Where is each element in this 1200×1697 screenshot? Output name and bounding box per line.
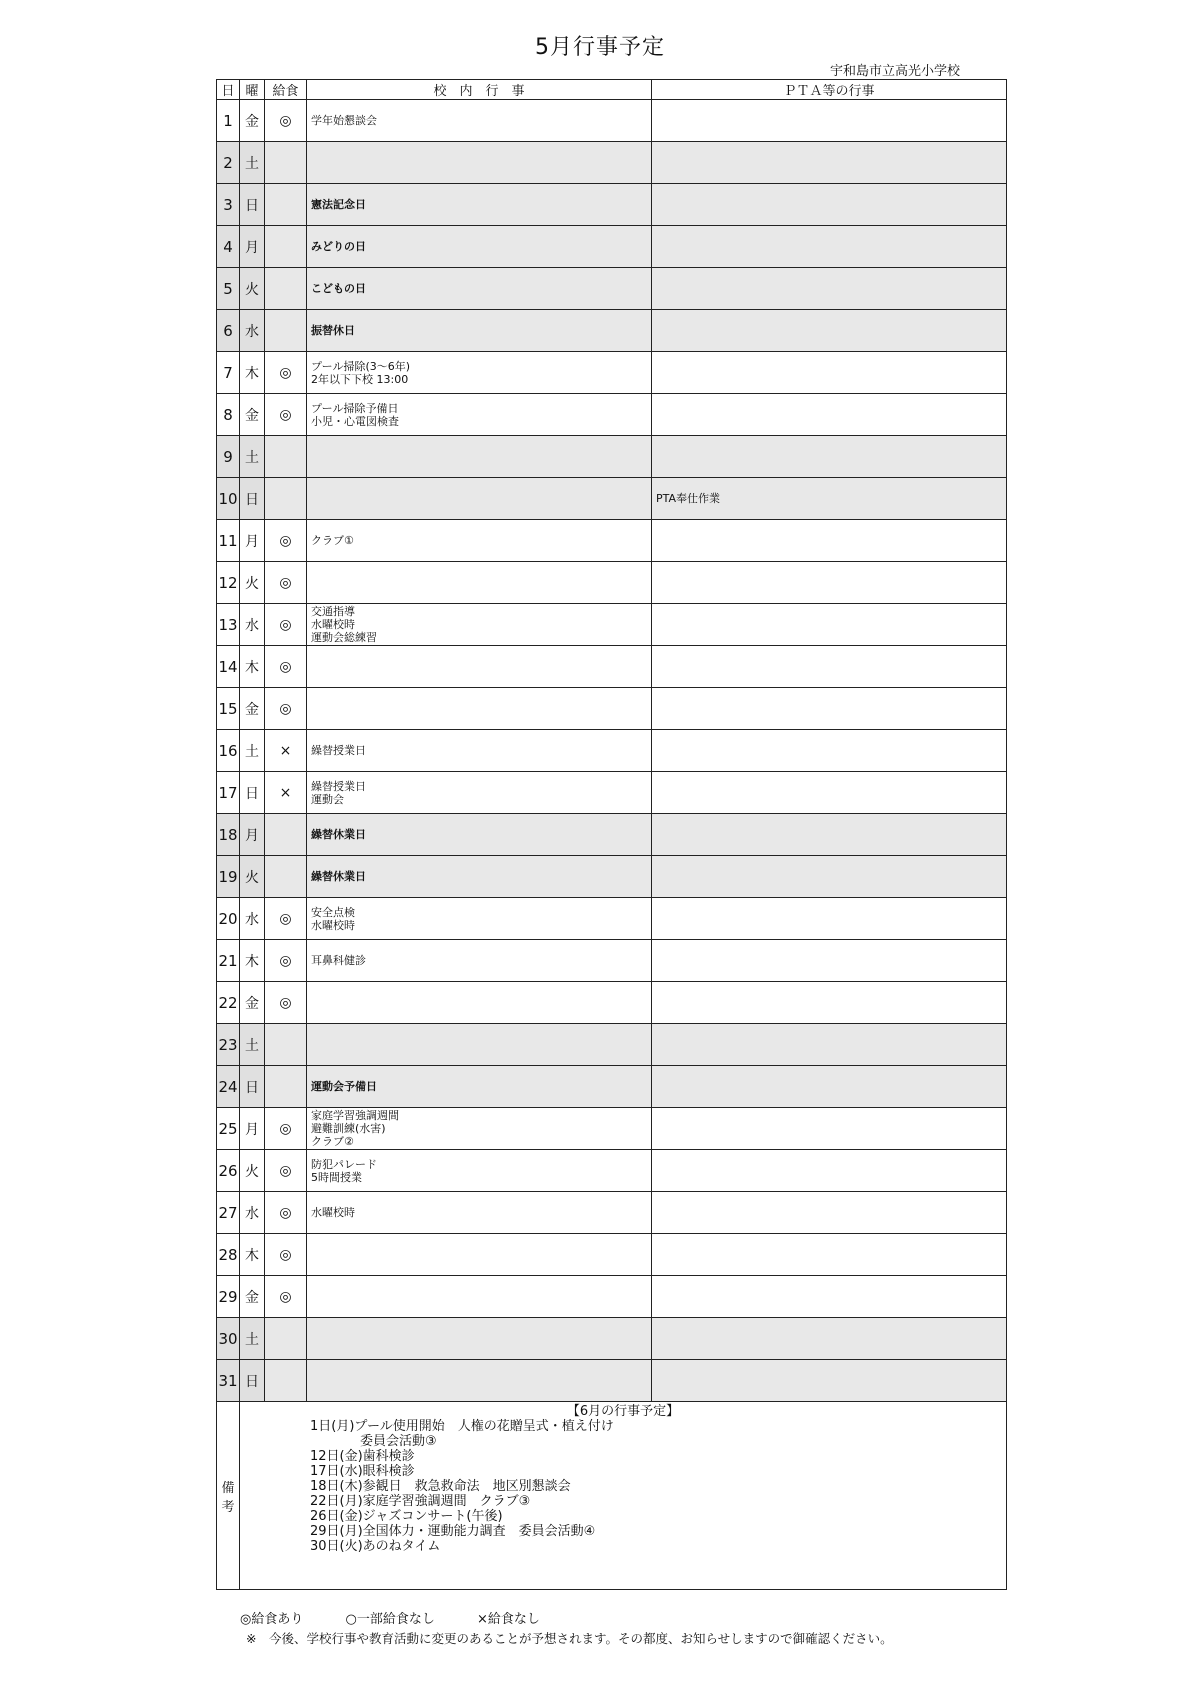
event-text: こどもの日: [311, 282, 366, 295]
weekday-cell: 木: [240, 940, 265, 982]
pta-events-cell: [652, 646, 1007, 688]
pta-events-cell: [652, 436, 1007, 478]
weekday-cell: 水: [240, 604, 265, 646]
school-events-cell: [307, 100, 652, 142]
schedule-row: [217, 898, 1007, 940]
weekday-cell: 日: [240, 1360, 265, 1402]
lunch-legend: [240, 1608, 578, 1627]
pta-events-cell: [652, 772, 1007, 814]
lunch-cell: ◎: [265, 940, 307, 982]
pta-events-cell: [652, 898, 1007, 940]
day-cell: 11: [217, 520, 240, 562]
day-cell: 4: [217, 226, 240, 268]
day-cell: 31: [217, 1360, 240, 1402]
lunch-cell: ◎: [265, 604, 307, 646]
weekday-cell: 月: [240, 1108, 265, 1150]
june-event-item: 委員会活動③: [360, 1434, 437, 1449]
page-title: 5月行事予定: [535, 35, 665, 60]
schedule-row: [217, 352, 1007, 394]
weekday-cell: 日: [240, 478, 265, 520]
event-text: クラブ①: [311, 534, 354, 547]
event-text: 振替休日: [311, 324, 355, 337]
pta-events-cell: [652, 1318, 1007, 1360]
pta-events-cell: [652, 1234, 1007, 1276]
event-text: 小児・心電図検査: [311, 414, 399, 428]
lunch-cell: ◎: [265, 1234, 307, 1276]
event-text: 安全点検: [311, 905, 355, 919]
lunch-cell: [265, 814, 307, 856]
lunch-cell: [265, 478, 307, 520]
event-text: 水曜校時: [311, 918, 355, 932]
day-cell: 30: [217, 1318, 240, 1360]
school-events-cell: [307, 352, 652, 394]
schedule-row: [217, 142, 1007, 184]
event-text: 5時間授業: [311, 1170, 362, 1184]
day-cell: 2: [217, 142, 240, 184]
header-events: 校 内 行 事: [307, 80, 652, 100]
notes-label: 備考: [217, 1402, 240, 1590]
school-events-cell: [307, 856, 652, 898]
event-text: プール掃除予備日: [311, 401, 399, 415]
lunch-cell: [265, 1318, 307, 1360]
school-events-cell: [307, 898, 652, 940]
lunch-cell: ◎: [265, 394, 307, 436]
lunch-cell: [265, 1360, 307, 1402]
weekday-cell: 土: [240, 142, 265, 184]
school-events-cell: [307, 1192, 652, 1234]
pta-events-cell: [652, 1192, 1007, 1234]
pta-events-cell: [652, 814, 1007, 856]
schedule-row: [217, 772, 1007, 814]
header-weekday: 曜: [240, 80, 265, 100]
day-cell: 8: [217, 394, 240, 436]
school-events-cell: [307, 1234, 652, 1276]
lunch-cell: [265, 856, 307, 898]
weekday-cell: 金: [240, 982, 265, 1024]
lunch-cell: ◎: [265, 1192, 307, 1234]
school-events-cell: [307, 394, 652, 436]
school-events-cell: [307, 1150, 652, 1192]
day-cell: 15: [217, 688, 240, 730]
day-cell: 28: [217, 1234, 240, 1276]
legend-lunch-partial: ○一部給食なし: [345, 1612, 435, 1627]
notes-cell: [240, 1402, 1007, 1590]
legend-lunch-no: ×給食なし: [476, 1612, 540, 1627]
pta-events-cell: [652, 352, 1007, 394]
weekday-cell: 水: [240, 898, 265, 940]
event-text: 憲法記念日: [311, 198, 366, 211]
pta-events-cell: [652, 142, 1007, 184]
schedule-row: [217, 1192, 1007, 1234]
june-event-item: 26日(金)ジャズコンサート(午後): [310, 1509, 503, 1524]
weekday-cell: 木: [240, 1234, 265, 1276]
pta-events-cell: [652, 562, 1007, 604]
pta-events-cell: [652, 1150, 1007, 1192]
schedule-row: [217, 268, 1007, 310]
schedule-row: [217, 100, 1007, 142]
weekday-cell: 日: [240, 184, 265, 226]
schedule-row: [217, 1066, 1007, 1108]
event-text: クラブ②: [311, 1135, 354, 1148]
day-cell: 1: [217, 100, 240, 142]
school-events-cell: [307, 1318, 652, 1360]
day-cell: 5: [217, 268, 240, 310]
event-text: 繰替授業日: [311, 744, 366, 757]
school-events-cell: [307, 184, 652, 226]
lunch-cell: ◎: [265, 1150, 307, 1192]
lunch-cell: [265, 1066, 307, 1108]
june-event-item: 18日(木)参観日 救急救命法 地区別懇談会: [310, 1479, 571, 1494]
weekday-cell: 木: [240, 646, 265, 688]
weekday-cell: 土: [240, 730, 265, 772]
notes-list: [310, 1419, 1006, 1554]
day-cell: 18: [217, 814, 240, 856]
lunch-cell: ◎: [265, 898, 307, 940]
pta-events-cell: [652, 226, 1007, 268]
weekday-cell: 土: [240, 1024, 265, 1066]
lunch-cell: ◎: [265, 646, 307, 688]
day-cell: 12: [217, 562, 240, 604]
school-events-cell: [307, 1066, 652, 1108]
event-text: 2年以下下校 13:00: [311, 372, 409, 386]
day-cell: 21: [217, 940, 240, 982]
schedule-row: [217, 562, 1007, 604]
header-pta: ＰＴＡ等の行事: [652, 80, 1007, 100]
weekday-cell: 水: [240, 310, 265, 352]
day-cell: 16: [217, 730, 240, 772]
weekday-cell: 日: [240, 772, 265, 814]
weekday-cell: 火: [240, 562, 265, 604]
schedule-row: [217, 814, 1007, 856]
day-cell: 27: [217, 1192, 240, 1234]
school-events-cell: [307, 1108, 652, 1150]
schedule-row: [217, 856, 1007, 898]
lunch-cell: ×: [265, 730, 307, 772]
lunch-cell: [265, 310, 307, 352]
event-text: 避難訓練(水害): [311, 1122, 386, 1135]
schedule-row: [217, 1318, 1007, 1360]
notes-title: 【6月の行事予定】: [566, 1404, 680, 1419]
school-events-cell: [307, 604, 652, 646]
day-cell: 26: [217, 1150, 240, 1192]
day-cell: 29: [217, 1276, 240, 1318]
lunch-cell: [265, 184, 307, 226]
schedule-row: [217, 982, 1007, 1024]
school-events-cell: [307, 268, 652, 310]
event-text: 運動会: [311, 792, 344, 806]
day-cell: 6: [217, 310, 240, 352]
june-event-item: 30日(火)あのねタイム: [310, 1539, 441, 1554]
event-text: 繰替休業日: [311, 870, 366, 883]
event-text: 耳鼻科健診: [311, 954, 366, 967]
schedule-row: [217, 1024, 1007, 1066]
schedule-row: [217, 688, 1007, 730]
school-events-cell: [307, 688, 652, 730]
event-text: 交通指導: [311, 605, 355, 618]
schedule-row: [217, 1360, 1007, 1402]
pta-events-cell: [652, 268, 1007, 310]
pta-events-cell: [652, 394, 1007, 436]
event-text: 防犯パレード: [311, 1157, 377, 1171]
pta-events-cell: [652, 940, 1007, 982]
lunch-cell: ◎: [265, 982, 307, 1024]
day-cell: 24: [217, 1066, 240, 1108]
event-text: 水曜校時: [311, 618, 355, 631]
june-event-item: 22日(月)家庭学習強調週間 クラブ③: [310, 1494, 531, 1509]
school-events-cell: [307, 310, 652, 352]
footnote: ※ 今後、学校行事や教育活動に変更のあることが予想されます。その都度、お知らせしますので御確認ください。: [246, 1631, 893, 1646]
school-events-cell: [307, 142, 652, 184]
pta-events-cell: [652, 856, 1007, 898]
school-events-cell: [307, 1360, 652, 1402]
day-cell: 7: [217, 352, 240, 394]
schedule-row: [217, 226, 1007, 268]
header-day: 日: [217, 80, 240, 100]
schedule-row: [217, 184, 1007, 226]
lunch-cell: [265, 226, 307, 268]
event-text: 運動会予備日: [311, 1080, 377, 1093]
lunch-cell: ◎: [265, 688, 307, 730]
weekday-cell: 金: [240, 100, 265, 142]
day-cell: 19: [217, 856, 240, 898]
schedule-row: [217, 1108, 1007, 1150]
event-text: みどりの日: [311, 240, 366, 253]
school-events-cell: [307, 562, 652, 604]
day-cell: 10: [217, 478, 240, 520]
schedule-table: [216, 79, 1007, 1590]
pta-events-cell: [652, 1360, 1007, 1402]
pta-events-cell: [652, 982, 1007, 1024]
june-event-item: 29日(月)全国体力・運動能力調査 委員会活動④: [310, 1524, 596, 1539]
schedule-row: [217, 394, 1007, 436]
day-cell: 25: [217, 1108, 240, 1150]
pta-events-cell: [652, 730, 1007, 772]
schedule-row: [217, 436, 1007, 478]
school-events-cell: [307, 1276, 652, 1318]
weekday-cell: 金: [240, 1276, 265, 1318]
pta-events-cell: [652, 520, 1007, 562]
schedule-row: [217, 478, 1007, 520]
school-name: 宇和島市立高光小学校: [830, 64, 961, 79]
schedule-row: [217, 730, 1007, 772]
school-events-cell: [307, 940, 652, 982]
school-events-cell: [307, 982, 652, 1024]
school-events-cell: [307, 478, 652, 520]
day-cell: 14: [217, 646, 240, 688]
lunch-cell: ◎: [265, 520, 307, 562]
weekday-cell: 火: [240, 856, 265, 898]
weekday-cell: 月: [240, 226, 265, 268]
day-cell: 13: [217, 604, 240, 646]
weekday-cell: 金: [240, 688, 265, 730]
lunch-cell: [265, 1024, 307, 1066]
event-text: 家庭学習強調週間: [311, 1109, 399, 1122]
lunch-cell: ◎: [265, 1108, 307, 1150]
schedule-row: [217, 1234, 1007, 1276]
weekday-cell: 月: [240, 520, 265, 562]
lunch-cell: ◎: [265, 562, 307, 604]
lunch-cell: [265, 436, 307, 478]
event-text: 運動会総練習: [311, 631, 377, 644]
pta-events-cell: [652, 1276, 1007, 1318]
weekday-cell: 月: [240, 814, 265, 856]
day-cell: 22: [217, 982, 240, 1024]
event-text: 繰替授業日: [311, 779, 366, 793]
schedule-row: [217, 940, 1007, 982]
pta-events-cell: [652, 604, 1007, 646]
june-event-item: 1日(月)プール使用開始 人権の花贈呈式・植え付け: [310, 1419, 614, 1434]
lunch-cell: ◎: [265, 352, 307, 394]
lunch-cell: ×: [265, 772, 307, 814]
notes-row: [217, 1402, 1007, 1590]
schedule-row: [217, 310, 1007, 352]
school-events-cell: [307, 520, 652, 562]
day-cell: 17: [217, 772, 240, 814]
weekday-cell: 木: [240, 352, 265, 394]
school-events-cell: [307, 772, 652, 814]
pta-events-cell: [652, 310, 1007, 352]
event-text: 繰替休業日: [311, 828, 366, 841]
school-events-cell: [307, 1024, 652, 1066]
weekday-cell: 日: [240, 1066, 265, 1108]
weekday-cell: 火: [240, 1150, 265, 1192]
schedule-row: [217, 1150, 1007, 1192]
lunch-cell: ◎: [265, 1276, 307, 1318]
header-row: [217, 80, 1007, 100]
weekday-cell: 火: [240, 268, 265, 310]
schedule-row: [217, 604, 1007, 646]
pta-events-cell: [652, 688, 1007, 730]
pta-events-cell: [652, 1108, 1007, 1150]
pta-events-cell: [652, 184, 1007, 226]
pta-events-cell: [652, 100, 1007, 142]
june-event-item: 12日(金)歯科検診: [310, 1449, 415, 1464]
weekday-cell: 金: [240, 394, 265, 436]
school-events-cell: [307, 436, 652, 478]
event-text: 水曜校時: [311, 1206, 355, 1219]
school-events-cell: [307, 646, 652, 688]
school-events-cell: [307, 814, 652, 856]
weekday-cell: 土: [240, 1318, 265, 1360]
schedule-row: [217, 1276, 1007, 1318]
lunch-cell: ◎: [265, 100, 307, 142]
lunch-cell: [265, 268, 307, 310]
schedule-row: [217, 520, 1007, 562]
event-text: プール掃除(3～6年): [311, 359, 411, 373]
pta-events-cell: [652, 478, 1007, 520]
school-events-cell: [307, 730, 652, 772]
day-cell: 23: [217, 1024, 240, 1066]
weekday-cell: 水: [240, 1192, 265, 1234]
header-lunch: 給食: [265, 80, 307, 100]
event-text: 学年始懇談会: [311, 114, 377, 127]
schedule-row: [217, 646, 1007, 688]
lunch-cell: [265, 142, 307, 184]
pta-events-cell: [652, 1024, 1007, 1066]
day-cell: 20: [217, 898, 240, 940]
june-event-item: 17日(水)眼科検診: [310, 1464, 415, 1479]
school-events-cell: [307, 226, 652, 268]
day-cell: 9: [217, 436, 240, 478]
weekday-cell: 土: [240, 436, 265, 478]
pta-event-text: PTA奉仕作業: [656, 492, 721, 505]
legend-lunch-yes: ◎給食あり: [240, 1612, 304, 1627]
pta-events-cell: [652, 1066, 1007, 1108]
day-cell: 3: [217, 184, 240, 226]
